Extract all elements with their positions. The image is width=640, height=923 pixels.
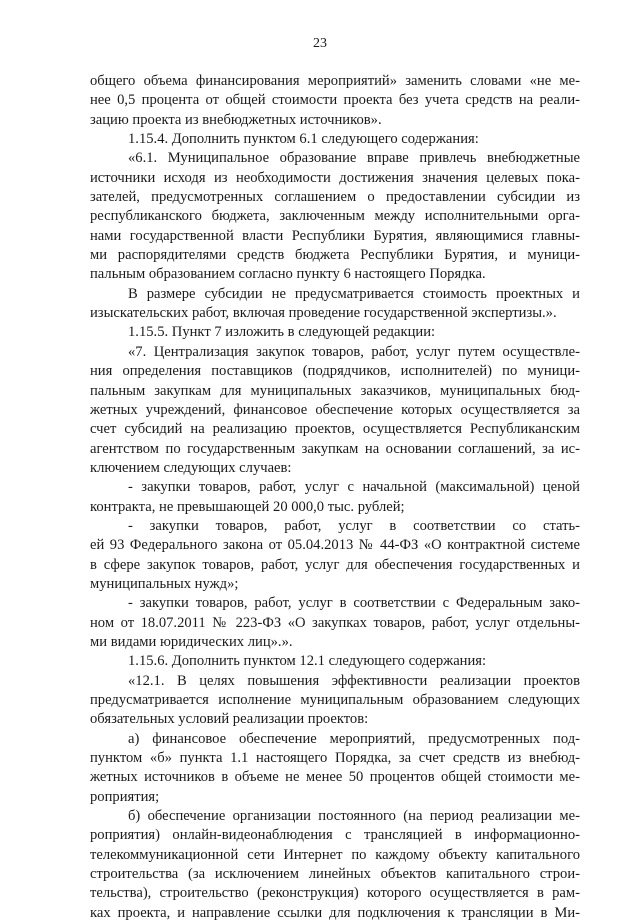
text-line: ми видами юридических лиц».». bbox=[90, 633, 293, 650]
text-line: в сфере закупок товаров, работ, услуг для обеспечения государственных и bbox=[90, 556, 580, 573]
text-line: ей 93 Федерального закона от 05.04.2013 № 44-ФЗ «О контрактной системе bbox=[90, 537, 580, 554]
text-line: ния определения поставщиков (подрядчиков, исполнителей) по муници- bbox=[90, 363, 580, 380]
text-line: жетных учреждений, финансовое обеспечение которых осуществляется за bbox=[90, 401, 580, 418]
text-line: источники исходя из необходимости достижения значения целевых пока- bbox=[90, 169, 580, 186]
text-line: 1.15.5. Пункт 7 изложить в следующей редакции: bbox=[128, 324, 436, 341]
text-line: пальным образованием согласно пункту 6 настоящего Порядка. bbox=[90, 266, 486, 283]
text-line: зацию проекта из внебюджетных источников». bbox=[90, 111, 382, 128]
page-number: 23 bbox=[313, 36, 327, 51]
text-line: «6.1. Муниципальное образование вправе привлечь внебюджетные bbox=[128, 150, 580, 167]
text-line: - закупки товаров, работ, услуг в соответствии со стать- bbox=[128, 517, 580, 534]
text-line: пальным закупкам для муниципальных заказчиков, муниципальных бюд- bbox=[90, 382, 580, 399]
text-line: пунктом «б» пункта 1.1 настоящего Порядка, за счет средств из внебюд- bbox=[90, 750, 580, 767]
text-line: зателей, предусмотренных соглашением о предоставлении субсидии из bbox=[90, 189, 580, 206]
text-line: «7. Централизация закупок товаров, работ, услуг путем осуществле- bbox=[128, 343, 580, 360]
text-line: роприятия) онлайн-видеонаблюдения с трансляцией в информационно- bbox=[90, 827, 580, 844]
text-line: а) финансовое обеспечение мероприятий, предусмотренных под- bbox=[128, 730, 580, 747]
text-line: счет субсидий на реализацию проектов, осуществляется Республиканским bbox=[90, 421, 580, 438]
text-line: В размере субсидии не предусматривается стоимость проектных и bbox=[128, 285, 580, 302]
text-line: жетных источников в объеме не менее 50 процентов общей стоимости ме- bbox=[90, 769, 580, 786]
text-line: 1.15.4. Дополнить пунктом 6.1 следующего содержания: bbox=[128, 131, 479, 148]
document-body bbox=[90, 72, 580, 923]
text-line: обязательных условий реализации проектов: bbox=[90, 711, 369, 728]
text-line: ном от 18.07.2011 № 223-ФЗ «О закупках товаров, работ, услуг отдельны- bbox=[90, 614, 580, 631]
text-line: ках проекта, и направление ссылки для подключения к трансляции в Ми- bbox=[90, 904, 580, 921]
text-line: ми распорядителями средств бюджета Республики Бурятия, и муници- bbox=[90, 247, 580, 264]
text-line: изыскательских работ, включая проведение государственной экспертизы.». bbox=[90, 305, 557, 322]
text-line: муниципальных нужд»; bbox=[90, 575, 239, 592]
text-line: нами государственной власти Республики Бурятия, являющимися главны- bbox=[90, 227, 580, 244]
text-line: «12.1. В целях повышения эффективности реализации проектов bbox=[128, 672, 580, 689]
text-line: нее 0,5 процента от общей стоимости проекта без учета средств на реали- bbox=[90, 92, 580, 109]
text-line: - закупки товаров, работ, услуг с начальной (максимальной) ценой bbox=[128, 479, 580, 496]
text-line: строительства (за исключением линейных объектов капитального строи- bbox=[90, 866, 580, 883]
text-line: общего объема финансирования мероприятий» заменить словами «не ме- bbox=[90, 73, 580, 89]
text-line: ключением следующих случаев: bbox=[90, 459, 292, 476]
text-line: б) обеспечение организации постоянного (на период реализации ме- bbox=[128, 808, 580, 825]
text-line: предусматривается исполнение муниципальным образованием следующих bbox=[90, 692, 580, 708]
text-line: - закупки товаров, работ, услуг в соответствии с Федеральным зако- bbox=[128, 595, 580, 612]
text-line: республиканского бюджета, заключенным между исполнительными орга- bbox=[90, 208, 580, 225]
text-line: 1.15.6. Дополнить пунктом 12.1 следующего содержания: bbox=[128, 653, 487, 670]
text-line: тельства), строительство (реконструкция) которого осуществляется в рам- bbox=[90, 885, 580, 902]
text-line: контракта, не превышающей 20 000,0 тыс. рублей; bbox=[90, 498, 405, 515]
text-line: агентством по государственным закупкам на основании соглашений, за ис- bbox=[90, 440, 580, 457]
text-line: телекоммуникационной сети Интернет по каждому объекту капитального bbox=[90, 846, 580, 863]
text-line: роприятия; bbox=[90, 788, 160, 805]
